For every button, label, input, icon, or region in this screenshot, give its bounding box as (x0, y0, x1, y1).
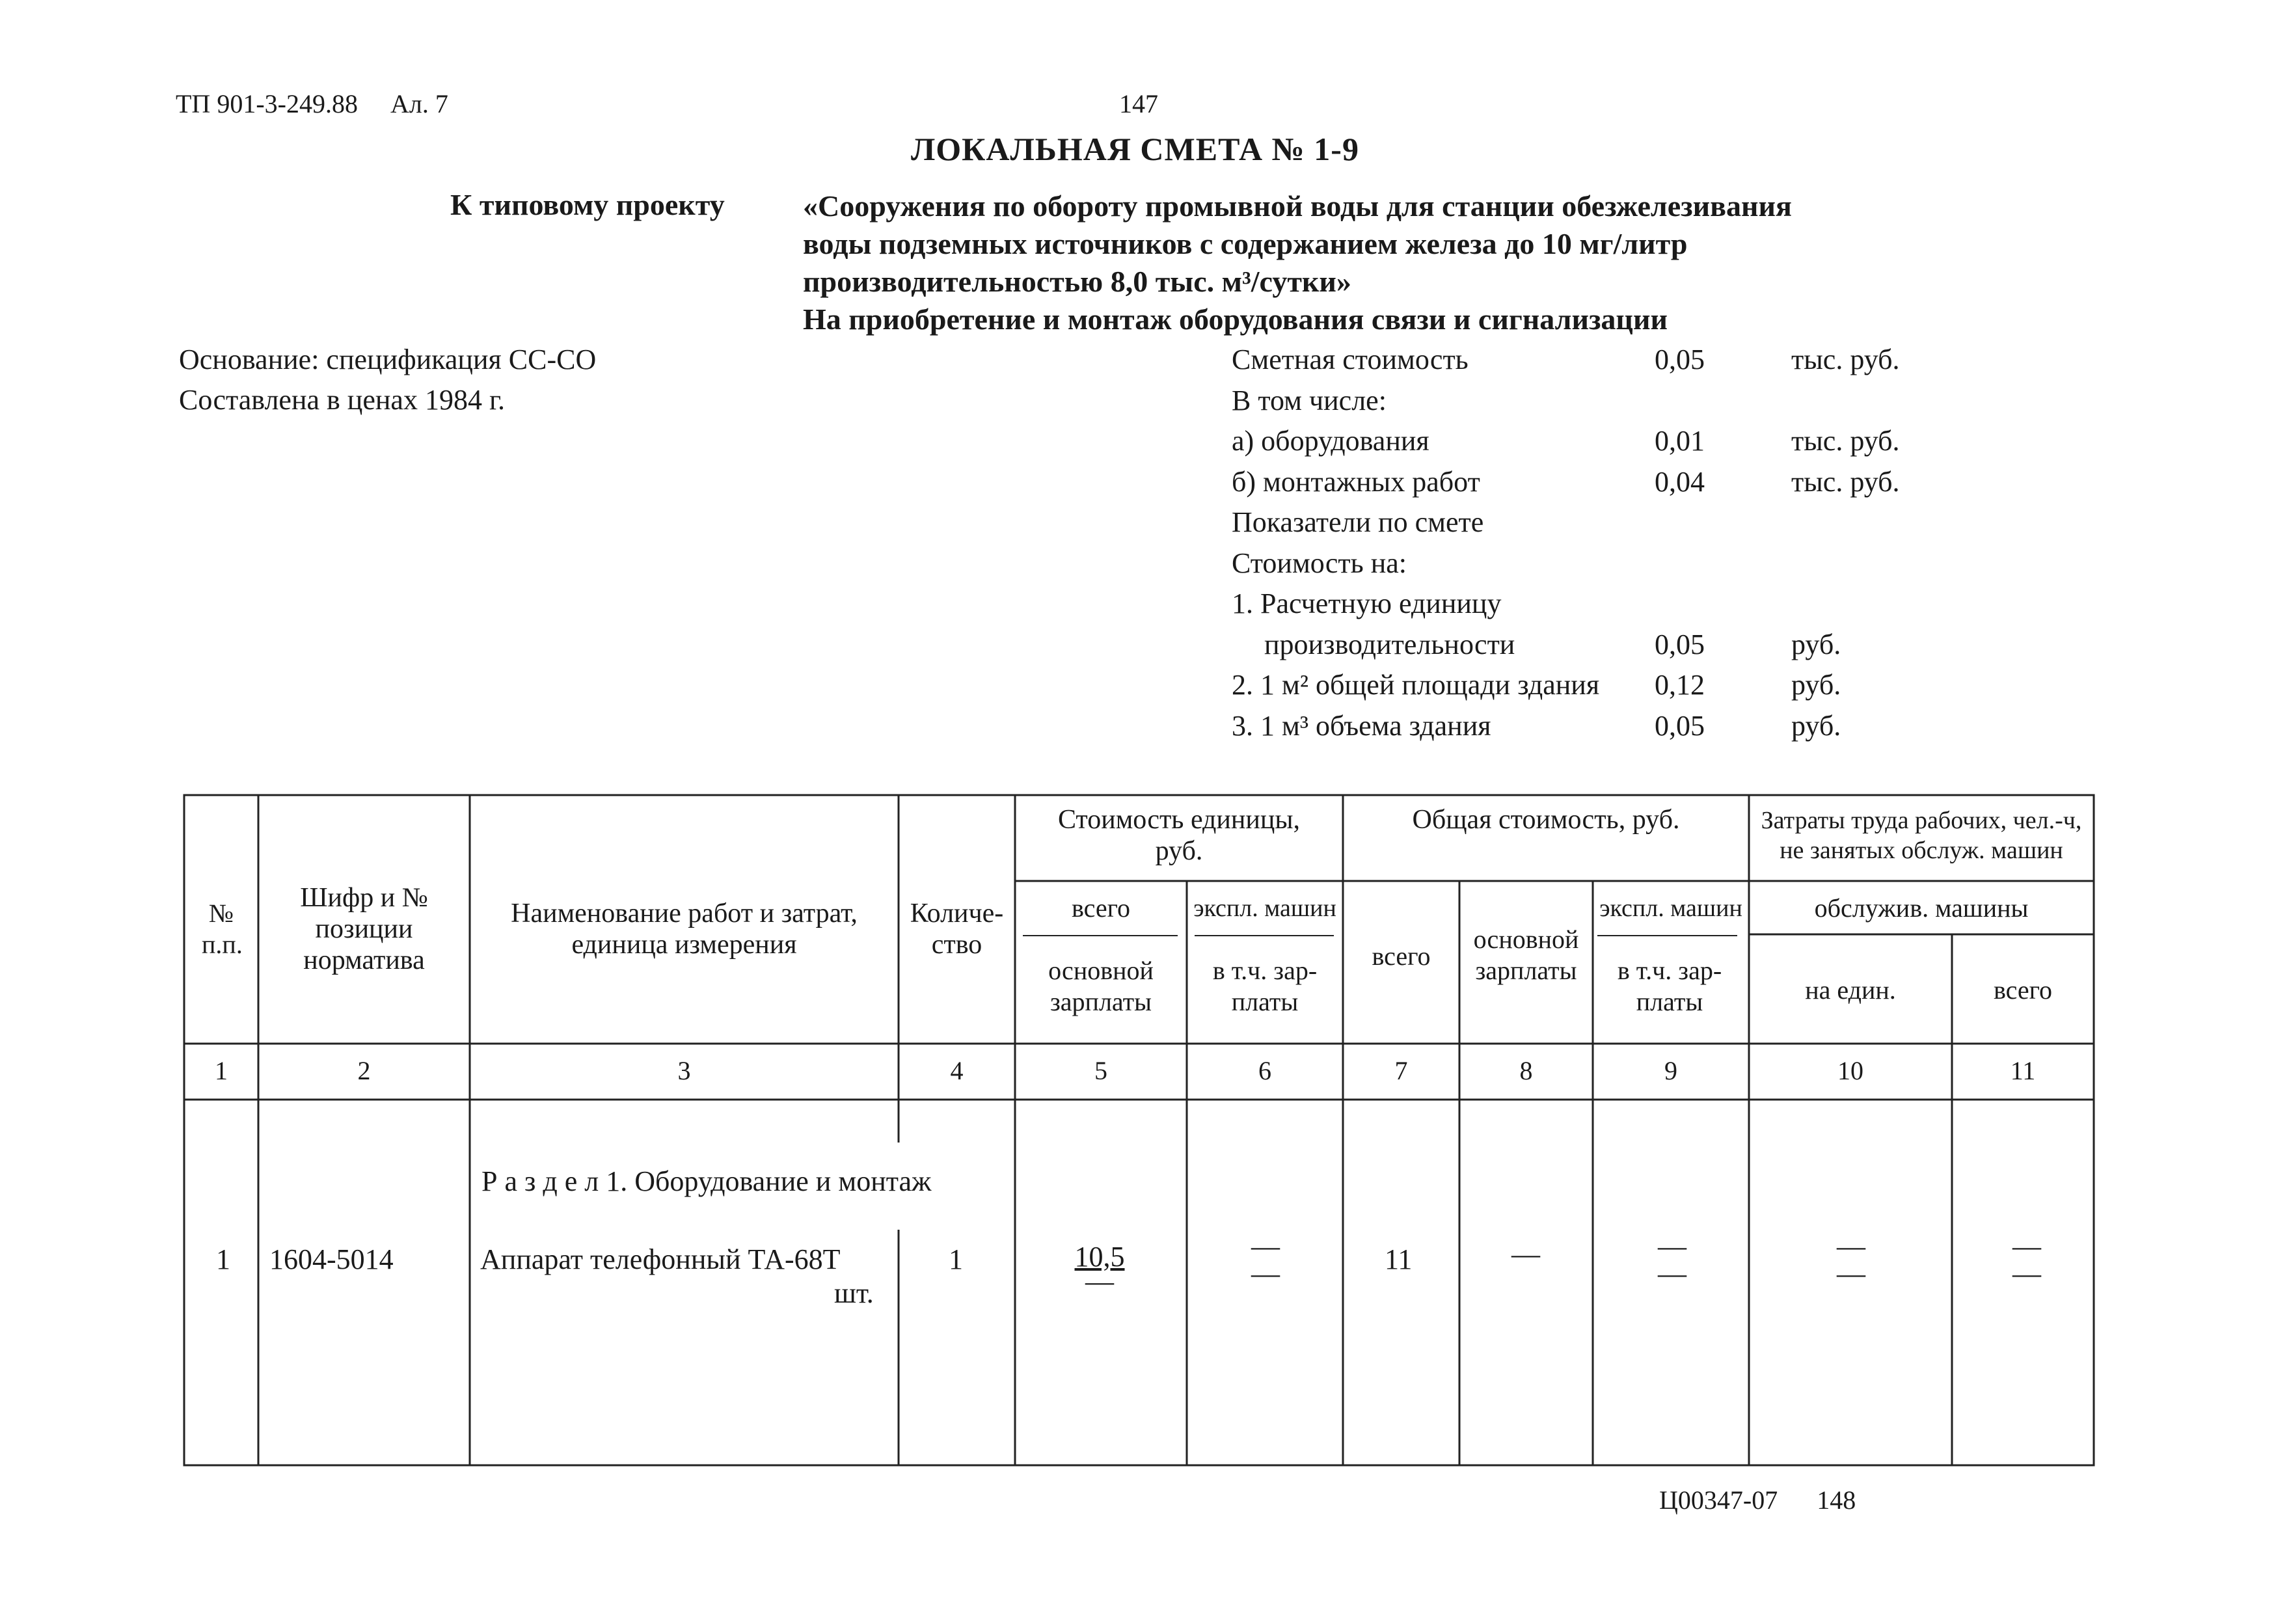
summary-label: 1. Расчетную единицу (1232, 588, 1502, 619)
to-project-label: К типовому проекту (450, 188, 725, 221)
header-num (184, 898, 258, 960)
header-unit-incl (1191, 955, 1339, 1018)
doc-code-text: ТП 901-3-249.88 (176, 89, 358, 118)
header-qty-text: Количе- ство (910, 899, 1004, 960)
row-machines (1223, 1228, 1308, 1292)
project-line: производительностью 8,0 тыс. м³/сутки» (803, 265, 1351, 298)
summary-value: 0,04 (1655, 465, 1705, 498)
document-title: ЛОКАЛЬНАЯ СМЕТА № 1-9 (911, 131, 1359, 167)
row-labor-unit (1809, 1228, 1893, 1292)
header-total-cost-text: Общая стоимость, руб. (1412, 805, 1680, 835)
summary-label: 2. 1 м² общей площади здания (1232, 669, 1600, 701)
col-number: 10 (1837, 1056, 1863, 1085)
col-number: 8 (1519, 1056, 1533, 1085)
summary-unit: руб. (1791, 669, 1841, 701)
header-num-text: № п.п. (202, 899, 243, 959)
header-total-base (1459, 924, 1593, 986)
header-qty (899, 898, 1015, 960)
machines-salary-value: — (1251, 1258, 1280, 1290)
summary-unit: тыс. руб. (1791, 425, 1900, 457)
header-labor-text: Затраты труда рабочих, чел.-ч, не занятых обслуж. машин (1761, 807, 2082, 864)
basis-block (179, 340, 596, 420)
header-serving: обслужив. машины (1814, 893, 2029, 923)
row-name: Аппарат телефонный ТА-68Т (480, 1243, 841, 1275)
labor-unit-b-value: — (1837, 1258, 1865, 1290)
summary-label: б) монтажных работ (1232, 465, 1480, 498)
col-number: 9 (1664, 1056, 1677, 1085)
page-number: 147 (1119, 89, 1158, 118)
summary-label: 3. 1 м³ объема здания (1232, 709, 1491, 742)
summary-unit: руб. (1791, 709, 1841, 742)
summary-label: Показатели по смете (1232, 506, 1484, 538)
basis-line: Составлена в ценах 1984 г. (179, 384, 506, 416)
row-total-base: — (1511, 1238, 1540, 1270)
labor-total-value: — (2012, 1230, 2041, 1262)
header-total-all: всего (1372, 941, 1431, 971)
summary-label: Стоимость на: (1232, 547, 1407, 579)
header-name-text: Наименование работ и затрат, единица измерения (511, 899, 858, 960)
row-code: 1604-5014 (269, 1243, 394, 1275)
summary-value: 0,05 (1655, 344, 1705, 375)
row-labor-total (1984, 1228, 2069, 1292)
col-number: 1 (215, 1056, 228, 1085)
row-total: 11 (1385, 1243, 1413, 1275)
row-qty: 1 (949, 1243, 963, 1275)
row-num: 1 (216, 1243, 230, 1275)
col-number: 2 (357, 1056, 371, 1085)
total-machines-salary-value: — (1658, 1258, 1686, 1290)
header-unit-machines: экспл. машин (1193, 895, 1336, 922)
row-unit: шт. (834, 1277, 874, 1309)
labor-total-b-value: — (2012, 1258, 2041, 1290)
summary-label: Сметная стоимость (1232, 344, 1469, 375)
col-number: 11 (2010, 1056, 2036, 1085)
header-unit-all: всего (1071, 893, 1131, 923)
header-total-incl (1597, 955, 1742, 1018)
doc-code (176, 88, 448, 119)
header-total-base-text: основной зарплаты (1473, 925, 1579, 985)
header-name (470, 898, 899, 960)
summary-label: В том числе: (1232, 384, 1387, 416)
col-number: 5 (1094, 1056, 1107, 1085)
summary-value: 0,05 (1655, 709, 1705, 742)
summary-label: производительности (1264, 628, 1515, 660)
col-number: 7 (1394, 1056, 1408, 1085)
machines-value: — (1251, 1230, 1280, 1262)
project-line: На приобретение и монтаж оборудования связи и сигнализации (803, 303, 1668, 336)
col-number: 4 (950, 1056, 964, 1085)
basis-line: Основание: спецификация СС-СО (179, 344, 597, 375)
labor-unit-value: — (1837, 1230, 1865, 1262)
col-number: 6 (1258, 1056, 1271, 1085)
header-unit-base-text: основной зарплаты (1048, 956, 1154, 1016)
summary-value: 0,01 (1655, 425, 1705, 457)
row-unit-cost (1041, 1239, 1158, 1300)
album-text: Ал. 7 (390, 89, 448, 118)
row-total-machines (1633, 1228, 1711, 1292)
footer-code: Ц00347-07 (1659, 1485, 1778, 1515)
unit-cost-base: — (1085, 1265, 1114, 1297)
header-per-unit: на един. (1805, 975, 1896, 1005)
summary-label: а) оборудования (1232, 425, 1429, 457)
header-unit-cost (1015, 804, 1343, 867)
unit-cost-total: 10,5 (1074, 1241, 1125, 1273)
total-machines-value: — (1658, 1230, 1686, 1262)
header-code (258, 882, 470, 976)
footer-page: 148 (1817, 1485, 1856, 1515)
header-unit-base (1022, 955, 1180, 1018)
footer (1659, 1485, 1856, 1515)
header-unit-cost-text: Стоимость единицы, руб. (1057, 805, 1301, 866)
header-unit-incl-text: в т.ч. зар- платы (1212, 956, 1318, 1016)
header-code-text: Шифр и № позиции норматива (300, 883, 428, 975)
summary-unit: тыс. руб. (1791, 344, 1900, 375)
summary-value: 0,12 (1655, 669, 1705, 701)
header-labor-all: всего (1993, 975, 2053, 1005)
header-labor (1749, 805, 2094, 865)
project-description (803, 187, 1792, 338)
col-number: 3 (677, 1056, 691, 1085)
summary-value: 0,05 (1655, 628, 1705, 660)
header-total-incl-text: в т.ч. зар- платы (1617, 956, 1722, 1016)
header-total-machines: экспл. машин (1599, 895, 1742, 922)
summary-unit: руб. (1791, 628, 1841, 660)
project-line: воды подземных источников с содержанием железа до 10 мг/литр (803, 227, 1688, 260)
summary-unit: тыс. руб. (1791, 465, 1900, 498)
project-line: «Сооружения по обороту промывной воды для станции обезжелезивания (803, 189, 1792, 223)
section-title: Р а з д е л 1. Оборудование и монтаж (481, 1165, 932, 1197)
header-total-cost (1343, 804, 1749, 835)
